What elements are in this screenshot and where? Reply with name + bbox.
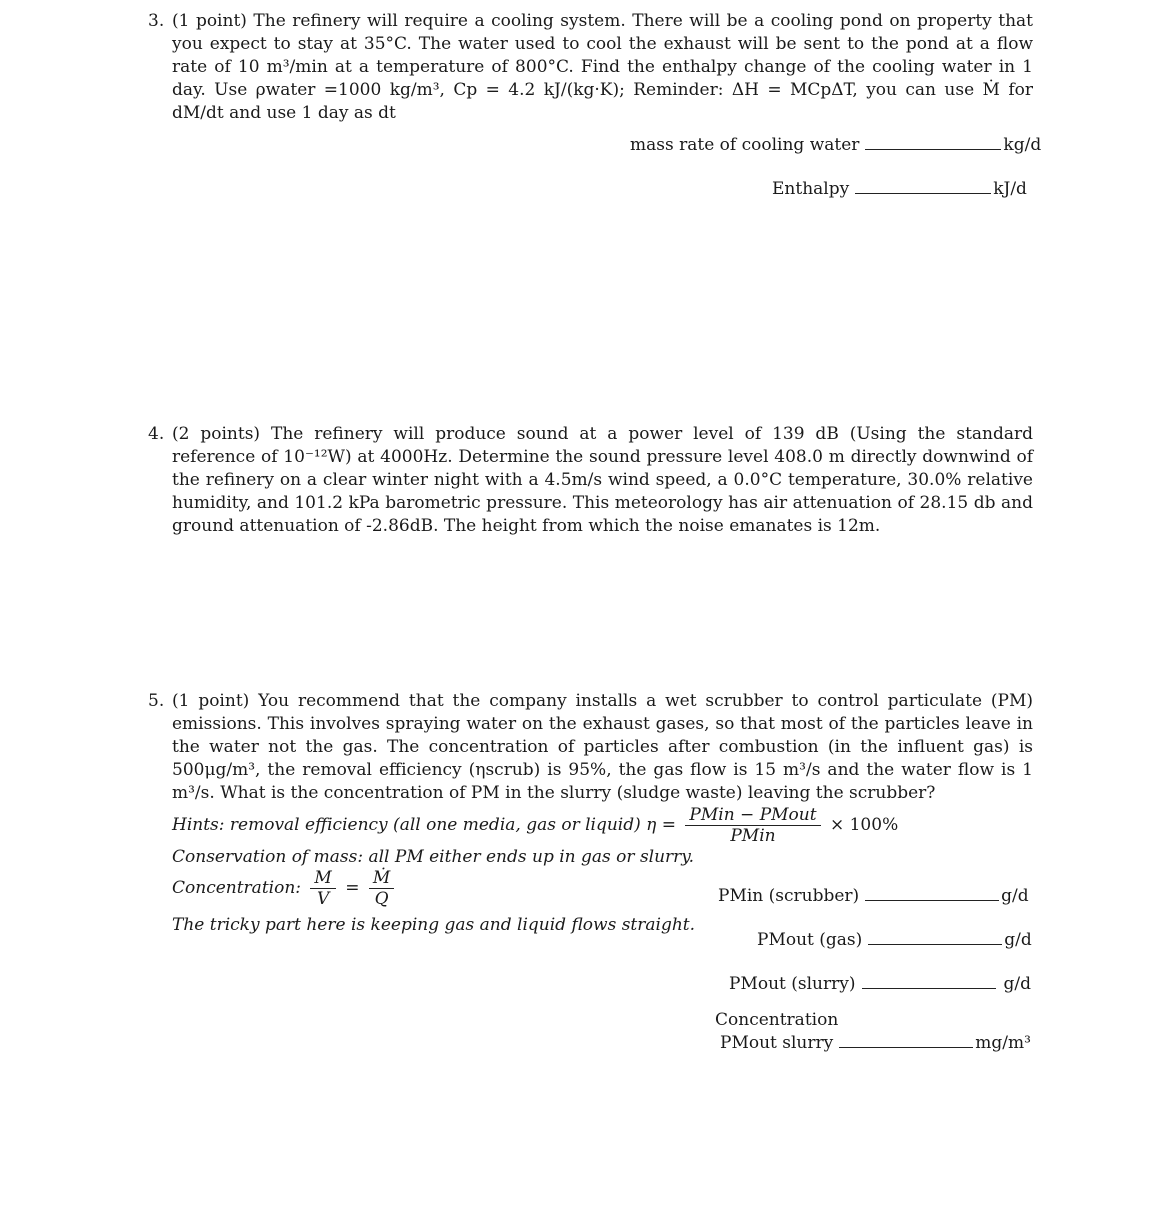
answer-pm-out-slurry xyxy=(729,973,1031,995)
answer-enthalpy xyxy=(772,178,1027,200)
efficiency-numerator: PMin − PMout xyxy=(685,805,820,826)
problem-4 xyxy=(148,423,1033,538)
answer-label: PMin (scrubber) xyxy=(718,886,860,906)
hint-tricky: The tricky part here is keeping gas and liquid flows straight. xyxy=(172,915,696,935)
concentration-rhs-denominator: Q xyxy=(374,889,389,909)
efficiency-denominator: PMin xyxy=(730,826,776,846)
answer-label: PMout (slurry) xyxy=(729,974,856,994)
answer-label: PMout slurry xyxy=(720,1033,834,1053)
problem-number: 4. xyxy=(148,424,165,444)
concentration-equals: = xyxy=(345,878,360,898)
problem-text xyxy=(172,423,1033,538)
concentration-rhs-numerator: Ṁ xyxy=(369,868,394,889)
problem-points: (1 point) xyxy=(172,691,250,711)
problem-number: 5. xyxy=(148,691,165,711)
problem-3 xyxy=(148,10,1033,125)
answer-label: Enthalpy xyxy=(772,179,850,199)
problem-text xyxy=(172,690,1033,805)
problem-number: 3. xyxy=(148,11,165,31)
problem-points: (1 point) xyxy=(172,11,247,31)
answer-unit: g/d xyxy=(1001,886,1029,906)
concentration-lhs-numerator: M xyxy=(310,868,335,889)
answer-concentration-label: Concentration xyxy=(715,1010,839,1030)
answer-concentration xyxy=(720,1032,1031,1054)
efficiency-fraction xyxy=(685,805,820,846)
answer-label: PMout (gas) xyxy=(757,930,863,950)
answer-blank[interactable] xyxy=(839,1033,973,1048)
problem-points: (2 points) xyxy=(172,424,261,444)
answer-blank[interactable] xyxy=(862,974,996,989)
concentration-lhs-denominator: V xyxy=(316,889,330,909)
hint-efficiency xyxy=(172,805,898,846)
answer-blank[interactable] xyxy=(855,179,991,194)
answer-pm-in xyxy=(718,885,1029,907)
problem-statement: The refinery will require a cooling system. There will be a cooling pond on property that you expect to stay at 35°C. The water used to cool the exhaust will be sent to the pond at a flow rate of 10 m³/min at a temperature of 800°C. Find the enthalpy change of the cooling water in 1 day. Use ρwater =1000 kg/m³, Cp = 4.2 kJ/(kg·K); Reminder: ΔH = MCpΔT, you can use Ṁ for dM/dt and use 1 day as dt xyxy=(172,11,1033,123)
answer-pm-out-gas xyxy=(757,929,1032,951)
answer-unit: g/d xyxy=(1003,974,1031,994)
answer-unit: kJ/d xyxy=(993,179,1027,199)
answer-label: mass rate of cooling water xyxy=(630,135,860,155)
concentration-rhs-fraction xyxy=(369,868,394,909)
answer-unit: kg/d xyxy=(1003,135,1042,155)
answer-blank[interactable] xyxy=(868,930,1002,945)
answer-unit: g/d xyxy=(1004,930,1032,950)
answer-unit: mg/m³ xyxy=(975,1033,1031,1053)
problem-text xyxy=(172,10,1033,125)
hint-concentration xyxy=(172,868,398,909)
hint-concentration-text: Concentration: xyxy=(172,878,301,898)
answer-mass-rate xyxy=(630,134,1041,156)
answer-blank[interactable] xyxy=(865,135,1001,150)
problem-5 xyxy=(148,690,1033,805)
efficiency-suffix: × 100% xyxy=(829,815,899,835)
hint-conservation: Conservation of mass: all PM either ends up in gas or slurry. xyxy=(172,847,695,867)
concentration-lhs-fraction xyxy=(310,868,335,909)
answer-blank[interactable] xyxy=(865,886,999,901)
hint-efficiency-text: Hints: removal efficiency (all one media, gas or liquid) η = xyxy=(172,815,676,835)
problem-statement: You recommend that the company installs a wet scrubber to control particulate (PM) emissions. This involves spraying water on the exhaust gases, so that most of the particles leave in the water not the gas. The concentration of particles after combustion (in the influent gas) is 500μg/m³, the removal efficiency (ηscrub) is 95%, the gas flow is 15 m³/s and the water flow is 1 m³/s. What is the concentration of PM in the slurry (sludge waste) leaving the scrubber? xyxy=(172,691,1033,803)
problem-statement: The refinery will produce sound at a power level of 139 dB (Using the standard reference of 10⁻¹²W) at 4000Hz. Determine the sound pressure level 408.0 m directly downwind of the refinery on a clear winter night with a 4.5m/s wind speed, a 0.0°C temperature, 30.0% relative humidity, and 101.2 kPa barometric pressure. This meteorology has air attenuation of 28.15 db and ground attenuation of -2.86dB. The height from which the noise emanates is 12m. xyxy=(172,424,1034,536)
